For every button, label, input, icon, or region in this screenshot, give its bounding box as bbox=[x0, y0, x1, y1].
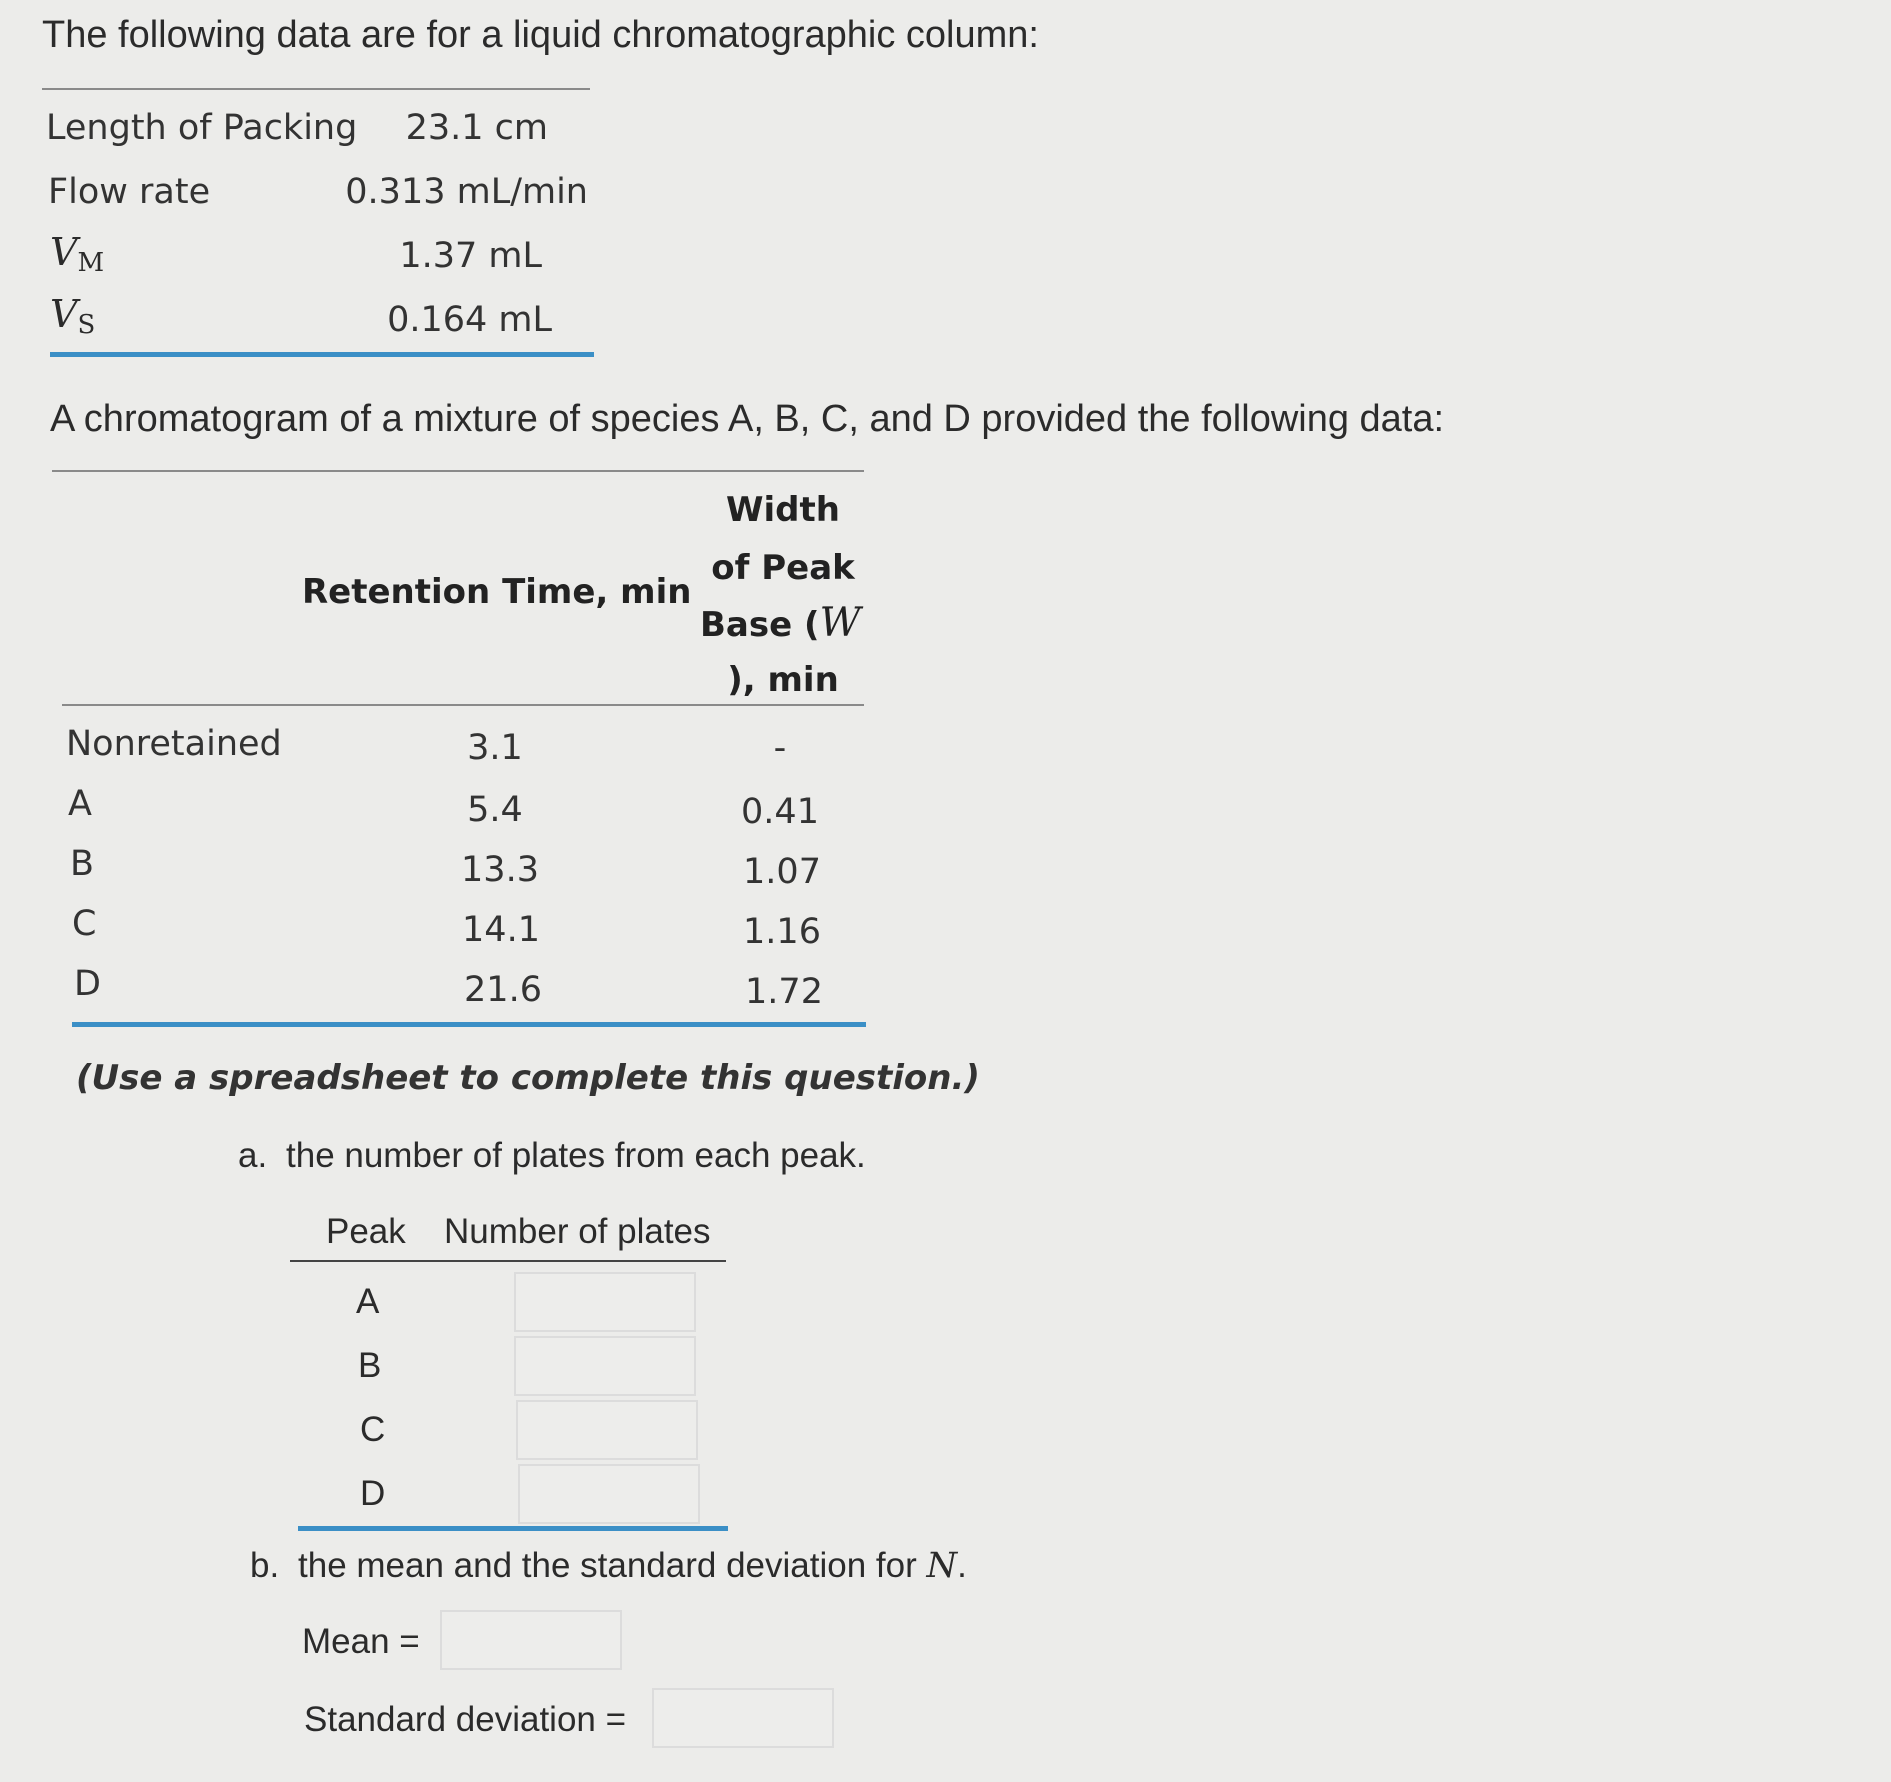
plates-input-a[interactable] bbox=[514, 1272, 696, 1332]
std-dev-input[interactable] bbox=[652, 1688, 834, 1748]
width-cell: 0.41 bbox=[741, 792, 819, 832]
part-b-text: the mean and the standard deviation for N. bbox=[298, 1546, 967, 1586]
width-cell: 1.16 bbox=[743, 912, 821, 952]
plates-input-b[interactable] bbox=[514, 1336, 696, 1396]
retention-cell: 14.1 bbox=[462, 910, 540, 950]
retention-cell: 13.3 bbox=[461, 850, 539, 890]
column-value-flow: 0.313 mL/min bbox=[345, 172, 588, 212]
column-label-vs: $V_S$ bbox=[50, 292, 96, 340]
plates-header-peak: Peak bbox=[326, 1212, 406, 1251]
part-a-text: the number of plates from each peak. bbox=[286, 1136, 866, 1175]
plates-header-number: Number of plates bbox=[444, 1212, 711, 1251]
intro-text-1: The following data are for a liquid chromatographic column: bbox=[42, 14, 1039, 56]
plates-input-d[interactable] bbox=[518, 1464, 700, 1524]
retention-cell: 21.6 bbox=[464, 970, 542, 1010]
part-a-label: a. bbox=[238, 1136, 268, 1175]
column-value-vm: 1.37 mL bbox=[399, 236, 542, 276]
column-label-flow: Flow rate bbox=[48, 172, 211, 212]
header-width-line3: Base (W bbox=[700, 600, 861, 646]
column-label-vm: $V_M$ bbox=[50, 230, 105, 278]
header-width-line4: ), min bbox=[727, 660, 839, 700]
intro-text-2: A chromatogram of a mixture of species A, B, C, and D provided the following data: bbox=[50, 398, 1445, 440]
plates-peak-label: B bbox=[358, 1346, 382, 1385]
plates-peak-label: D bbox=[360, 1474, 386, 1513]
column-table-top-rule bbox=[42, 88, 590, 90]
column-label-length: Length of Packing bbox=[46, 108, 358, 148]
plates-peak-label: C bbox=[360, 1410, 386, 1449]
header-width-line2: of Peak bbox=[711, 548, 855, 588]
species-cell: Nonretained bbox=[66, 724, 282, 764]
column-table-bottom-rule bbox=[50, 352, 594, 357]
header-retention-time: Retention Time, min bbox=[302, 572, 692, 612]
chrom-table-bottom-rule bbox=[72, 1022, 866, 1027]
chrom-table-top-rule bbox=[52, 470, 864, 472]
mean-input[interactable] bbox=[440, 1610, 622, 1670]
std-dev-label: Standard deviation = bbox=[304, 1700, 627, 1739]
spreadsheet-note: (Use a spreadsheet to complete this question.) bbox=[76, 1058, 980, 1098]
chrom-header-rule bbox=[62, 704, 864, 706]
column-value-vs: 0.164 mL bbox=[387, 300, 552, 340]
retention-cell: 3.1 bbox=[467, 728, 523, 768]
species-cell: A bbox=[68, 784, 92, 824]
width-cell: 1.07 bbox=[743, 852, 821, 892]
plates-header-rule bbox=[290, 1260, 726, 1262]
part-b-label: b. bbox=[250, 1546, 280, 1585]
width-cell: - bbox=[773, 728, 787, 768]
mean-label: Mean = bbox=[302, 1622, 420, 1661]
species-cell: C bbox=[72, 904, 97, 944]
species-cell: D bbox=[74, 964, 101, 1004]
plates-table-bottom-rule bbox=[298, 1526, 728, 1531]
plates-input-c[interactable] bbox=[516, 1400, 698, 1460]
plates-peak-label: A bbox=[356, 1282, 380, 1321]
column-value-length: 23.1 cm bbox=[405, 108, 548, 148]
header-width-line1: Width bbox=[726, 490, 840, 530]
width-cell: 1.72 bbox=[745, 972, 823, 1012]
retention-cell: 5.4 bbox=[467, 790, 523, 830]
species-cell: B bbox=[70, 844, 95, 884]
